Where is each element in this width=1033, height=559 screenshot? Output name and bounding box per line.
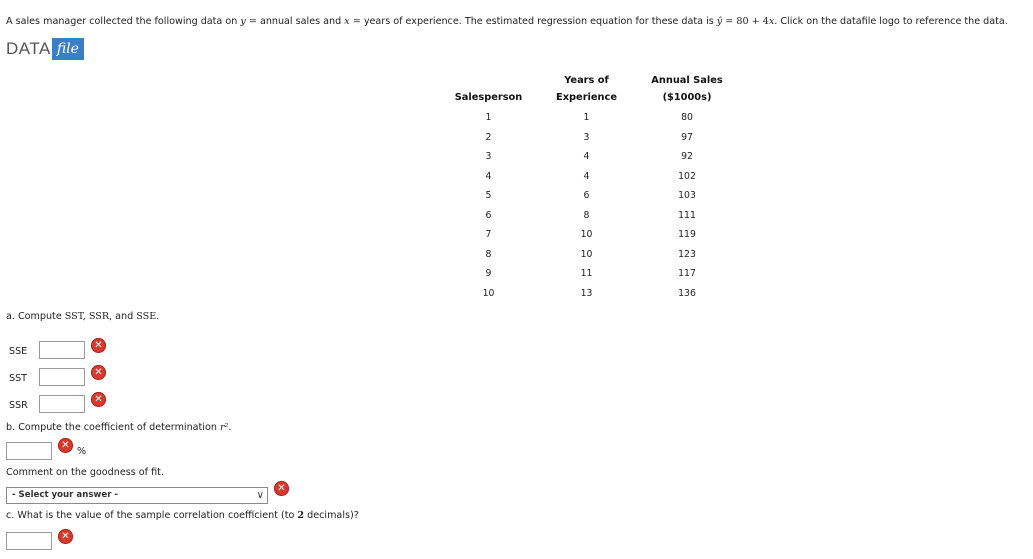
header-salesperson: Salesperson: [454, 91, 523, 103]
cell-salesperson: 7: [485, 229, 492, 241]
cell-years: 1: [583, 112, 590, 124]
incorrect-icon: ✕: [91, 338, 106, 353]
part-a-terms: SST, SSR,: [64, 311, 113, 322]
ssr-label: SSR: [9, 400, 28, 411]
goodness-of-fit-select[interactable]: [6, 487, 268, 504]
cell-sales: 103: [678, 190, 696, 202]
cell-years: 6: [583, 190, 590, 202]
incorrect-icon: ✕: [58, 438, 73, 453]
incorrect-icon: ✕: [91, 392, 106, 407]
chevron-down-icon: ∨: [256, 490, 264, 501]
header-experience: Experience: [556, 91, 617, 103]
logo-data-text: DATA: [6, 39, 51, 58]
cell-sales: 111: [678, 209, 696, 221]
table-row: [449, 225, 729, 245]
y-variable: y: [240, 16, 246, 27]
table-row: [449, 108, 729, 128]
cell-sales: 136: [678, 287, 696, 299]
header-sales-top: Annual Sales: [651, 75, 723, 86]
cell-years: 11: [580, 268, 593, 280]
sse-label: SSE: [9, 346, 28, 357]
table-row: [449, 167, 729, 187]
part-a-question: [6, 311, 159, 322]
part-c-question: [6, 510, 359, 521]
cell-sales: 119: [678, 229, 696, 241]
y-hat: ŷ: [716, 16, 723, 27]
table-row: [449, 245, 729, 265]
part-a-period: .: [156, 311, 160, 322]
cell-salesperson: 1: [485, 112, 492, 124]
cell-years: 4: [583, 151, 590, 163]
x-variable-3: x: [768, 16, 775, 27]
cell-salesperson: 6: [485, 209, 492, 221]
cell-years: 8: [583, 209, 590, 221]
cell-salesperson: 5: [485, 190, 492, 202]
cell-salesperson: 4: [485, 170, 492, 182]
table-row: [449, 264, 729, 284]
header-years-top: Years of: [564, 75, 609, 86]
cell-salesperson: 9: [485, 268, 492, 280]
header-sales-unit: ($1000s): [662, 91, 712, 103]
cell-years: 10: [580, 248, 593, 260]
cell-years: 4: [583, 170, 590, 182]
cell-salesperson: 3: [485, 151, 492, 163]
sst-label: SST: [9, 373, 28, 384]
part-c-decimals: 2: [297, 510, 305, 521]
incorrect-icon: ✕: [91, 365, 106, 380]
part-a-and: and: [112, 311, 137, 322]
part-c-prefix: c. What is the value of the sample correlation coefficient (to: [6, 510, 298, 521]
table-row: [449, 186, 729, 206]
regression-equation: = 80 + 4: [722, 16, 769, 27]
cell-sales: 92: [681, 151, 693, 163]
sst-input[interactable]: [39, 368, 85, 386]
ssr-input[interactable]: [39, 395, 85, 413]
data-table: [449, 75, 729, 303]
table-row: [449, 206, 729, 226]
equals-sign: =: [245, 16, 260, 27]
comment-label: Comment on the goodness of fit.: [6, 467, 164, 478]
cell-years: 3: [583, 131, 590, 143]
cell-sales: 80: [681, 112, 693, 124]
x-variable: x: [344, 16, 350, 27]
part-c-suffix: decimals)?: [304, 510, 359, 521]
cell-salesperson: 8: [485, 248, 492, 260]
equals-sign-2: =: [349, 16, 364, 27]
cell-years: 13: [580, 287, 593, 299]
incorrect-icon: ✕: [58, 529, 73, 544]
part-b-question: [6, 422, 231, 433]
table-row: [449, 284, 729, 304]
intro-text-2: annual sales and: [259, 16, 345, 27]
table-row: [449, 147, 729, 167]
sse-input[interactable]: [39, 341, 85, 359]
cell-years: 10: [580, 229, 593, 241]
r-squared: r²: [219, 422, 229, 433]
select-value: - Select your answer -: [12, 490, 118, 500]
intro-text-3: years of experience. The estimated regression equation for these data is: [363, 16, 717, 27]
cell-sales: 123: [678, 248, 696, 260]
r-squared-input[interactable]: [6, 442, 52, 460]
datafile-logo[interactable]: [6, 38, 84, 60]
correlation-input[interactable]: [6, 532, 52, 550]
part-b-period: .: [228, 422, 232, 433]
cell-sales: 102: [678, 170, 696, 182]
logo-file-text: file: [52, 38, 84, 60]
table-row: [449, 128, 729, 148]
intro-text-1: A sales manager collected the following data on: [6, 16, 241, 27]
incorrect-icon: ✕: [274, 481, 289, 496]
question-intro: [6, 16, 1008, 27]
cell-sales: 97: [681, 131, 693, 143]
percent-unit: %: [77, 446, 87, 457]
part-a-prefix: a. Compute: [6, 311, 65, 322]
header-salesperson-top: [449, 75, 528, 86]
part-a-sse: SSE: [136, 311, 157, 322]
cell-salesperson: 10: [482, 287, 495, 299]
table-header-row-2: [449, 86, 729, 108]
intro-text-4: . Click on the datafile logo to reference the data.: [774, 16, 1008, 27]
table-header-row-1: [449, 75, 729, 86]
part-b-prefix: b. Compute the coefficient of determination: [6, 422, 220, 433]
cell-salesperson: 2: [485, 131, 492, 143]
cell-sales: 117: [678, 268, 696, 280]
